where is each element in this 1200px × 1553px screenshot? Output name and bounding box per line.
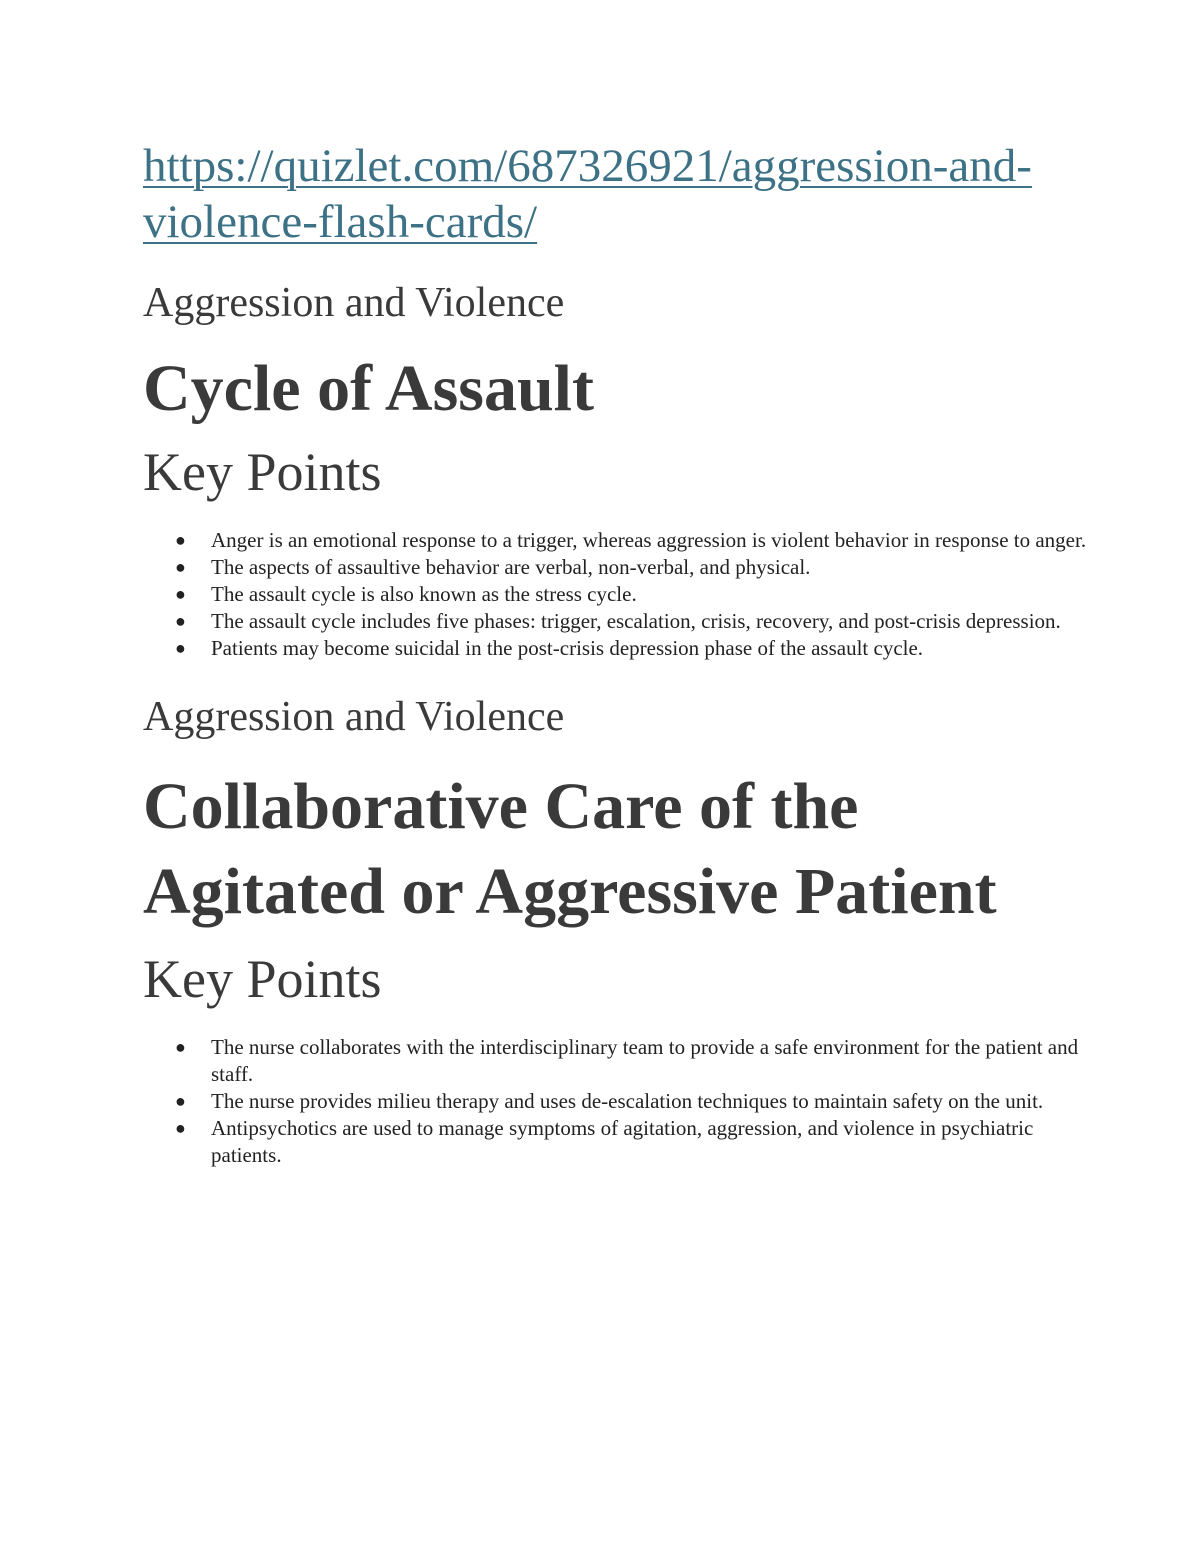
quizlet-link[interactable]: https://quizlet.com/687326921/aggression-and-violence-flash-cards/ bbox=[143, 140, 1032, 248]
list-item: ● The nurse collaborates with the interdisciplinary team to provide a safe environment for the patient and staff. bbox=[175, 1035, 1079, 1086]
section-label-1: Aggression and Violence bbox=[143, 280, 565, 326]
bullet-icon: ● bbox=[175, 611, 186, 631]
bullet-icon: ● bbox=[175, 584, 186, 604]
list-item: ● The assault cycle is also known as the stress cycle. bbox=[175, 582, 637, 606]
list-item: ● The aspects of assaultive behavior are verbal, non-verbal, and physical. bbox=[175, 555, 811, 579]
bullet-icon: ● bbox=[175, 530, 186, 550]
key-points-list-2 bbox=[143, 1034, 1091, 1169]
list-item: ● The assault cycle includes five phases: trigger, escalation, crisis, recovery, and post-crisis depression. bbox=[175, 609, 1061, 633]
bullet-icon: ● bbox=[175, 638, 186, 658]
section-label-2: Aggression and Violence bbox=[143, 694, 565, 740]
section-title-cycle-of-assault: Cycle of Assault bbox=[143, 352, 594, 425]
bullet-icon: ● bbox=[175, 1037, 186, 1057]
key-points-heading-1: Key Points bbox=[143, 442, 382, 502]
section-title-collaborative-care: Collaborative Care of the Agitated or Aggressive Patient bbox=[143, 770, 997, 928]
document-page bbox=[143, 138, 1087, 1169]
list-item: ● Patients may become suicidal in the post-crisis depression phase of the assault cycle. bbox=[175, 636, 924, 660]
key-points-list-1 bbox=[143, 527, 1091, 662]
list-item: ● The nurse provides milieu therapy and uses de-escalation techniques to maintain safety on the unit. bbox=[175, 1089, 1044, 1113]
bullet-icon: ● bbox=[175, 557, 186, 577]
list-item: ● Antipsychotics are used to manage symptoms of agitation, aggression, and violence in psychiatric patients. bbox=[175, 1116, 1034, 1167]
bullet-icon: ● bbox=[175, 1091, 186, 1111]
bullet-icon: ● bbox=[175, 1118, 186, 1138]
key-points-heading-2: Key Points bbox=[143, 949, 382, 1009]
list-item: ● Anger is an emotional response to a trigger, whereas aggression is violent behavior in response to anger. bbox=[175, 528, 1087, 552]
